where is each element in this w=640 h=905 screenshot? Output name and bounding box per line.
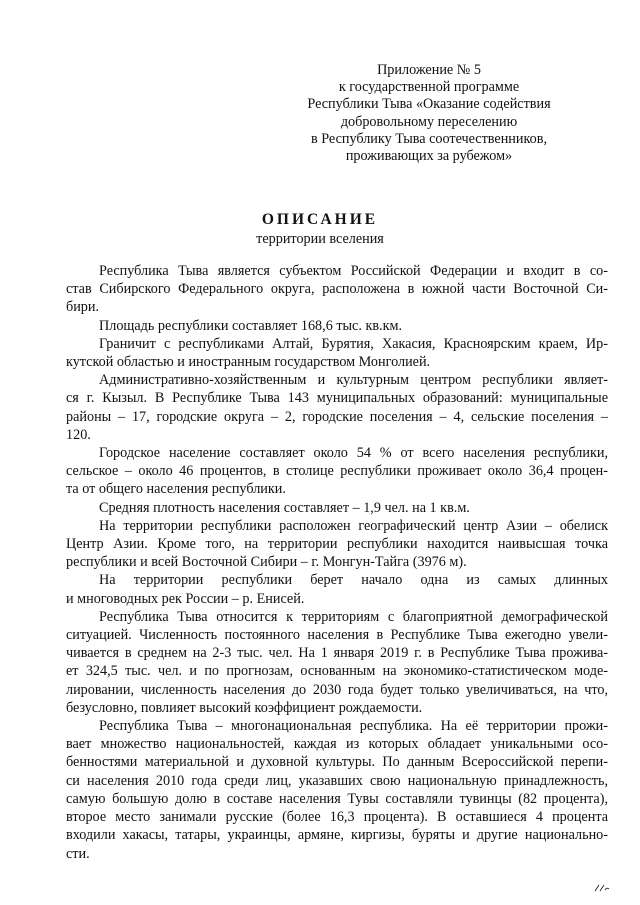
text-line: вает множество национальностей, каждая из которых обладает уникальными осо-	[66, 736, 608, 753]
text-line: Республика Тыва относится к территориям с благоприятной демографической	[99, 608, 608, 625]
document-subtitle: территории вселения	[256, 231, 384, 247]
handwritten-mark-icon	[594, 884, 610, 892]
text-line: лировании, численность населения до 2030 года будет только увеличиваться, на что,	[66, 681, 608, 698]
text-line: кутской областью и иностранным государством Монголией.	[66, 354, 431, 371]
text-line: Республика Тыва является субъектом Российской Федерации и входит в со-	[99, 263, 608, 279]
annex-header	[284, 62, 574, 165]
text-line: чивается в среднем на 2-3 тыс. чел. На 1 января 2019 г. в Республике Тыва прожива-	[66, 645, 608, 662]
text-line: безусловно, повлияет высокий коэффициент рождаемости.	[66, 699, 423, 716]
text-line: Центр Азии. Кроме того, на территории республики находится наивысшая точка	[66, 536, 608, 553]
text-line: Городское население составляет около 54 % от всего населения республики,	[99, 445, 608, 462]
text-line: второе место занимали русские (более 16,3 процента). В оставшиеся 4 процента	[66, 809, 608, 826]
text-line: сельское – около 46 процентов, в столице республики проживает около 36,4 процен-	[66, 463, 608, 480]
text-line: самую большую долю в составе населения Тувы составляли тувинцы (82 процента),	[66, 790, 608, 807]
text-line: Граничит с республиками Алтай, Бурятия, Хакасия, Красноярским краем, Ир-	[99, 335, 608, 352]
text-line: ся г. Кызыл. В Республике Тыва 143 муниципальных образований: муниципальные	[66, 390, 608, 407]
text-line: бенностями материальной и духовной культуры. По данным Всероссийской перепи-	[66, 754, 608, 771]
text-line: республики и всей Восточной Сибири – г. Монгун-Тайга (3976 м).	[66, 554, 467, 571]
text-line: На территории республики расположен географический центр Азии – обелиск	[99, 517, 608, 534]
document-title: ОПИСАНИЕ	[261, 211, 379, 228]
text-line: и многоводных рек России – р. Енисей.	[66, 590, 305, 607]
text-line: входили хакасы, татары, украинцы, армяне, киргизы, буряты и другие национально-	[66, 827, 608, 844]
body-text	[66, 262, 608, 863]
text-line: Средняя плотность населения составляет – 1,9 чел. на 1 кв.м.	[99, 499, 470, 516]
text-line: бири.	[66, 299, 100, 316]
text-line: ет 324,5 тыс. чел. и по прогнозам, основанным на экономико-статистическом моде-	[66, 663, 608, 680]
text-line: та от общего населения республики.	[66, 481, 286, 498]
text-line: ситуацией. Численность постоянного населения в Республике Тыва ежегодно увели-	[66, 627, 608, 644]
annex-line: добровольному переселению	[340, 113, 518, 130]
text-line: став Сибирского Федерального округа, расположена в южной части Восточной Си-	[66, 281, 608, 298]
text-line: На территории республики берет начало одна из самых длинных	[99, 572, 608, 589]
annex-line: Республики Тыва «Оказание содействия	[307, 96, 551, 113]
text-line: Площадь республики составляет 168,6 тыс. кв.км.	[99, 317, 403, 334]
annex-line: проживающих за рубежом»	[345, 148, 513, 165]
annex-line: в Республику Тыва соотечественников,	[310, 130, 548, 147]
text-line: сти.	[66, 845, 90, 862]
text-line: си населения 2010 года среди лиц, указавших свою национальную принадлежность,	[66, 772, 608, 789]
annex-line: Приложение № 5	[377, 62, 481, 78]
text-line: Республика Тыва – многонациональная республика. На её территории прожи-	[99, 718, 608, 735]
text-line: 120.	[66, 426, 91, 443]
annex-line: к государственной программе	[338, 79, 520, 96]
text-line: районы – 17, городские округа – 2, городские поселения – 4, сельские поселения –	[66, 408, 608, 425]
text-line: Административно-хозяйственным и культурным центром республики являет-	[99, 372, 608, 389]
